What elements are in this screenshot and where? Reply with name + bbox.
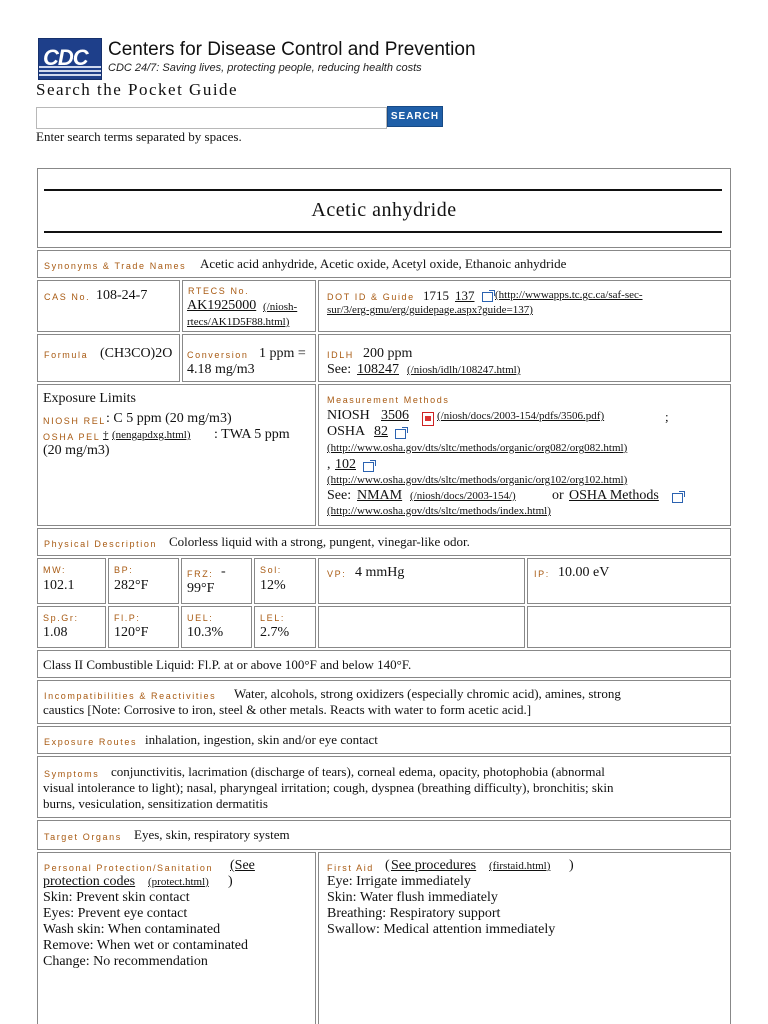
frz-cell: [181, 558, 252, 604]
chemical-title-box: [37, 168, 731, 248]
ppe-line: Eyes: Prevent eye contact: [43, 906, 188, 921]
methods-niosh-url[interactable]: (/niosh/docs/2003-154/pdfs/3506.pdf): [437, 410, 605, 422]
uel-label: UEL:: [187, 613, 214, 623]
synonyms-label: Synonyms & Trade Names: [44, 261, 187, 271]
methods-or: or: [552, 488, 564, 503]
chemical-name: Acetic anhydride: [311, 199, 457, 221]
cas-value: 108-24-7: [96, 288, 148, 303]
first-aid-cell: [318, 852, 731, 1024]
idlh-url[interactable]: (/niosh/idlh/108247.html): [407, 364, 521, 376]
first-aid-see-open: (: [385, 858, 390, 873]
first-aid-line: Breathing: Respiratory support: [327, 906, 501, 921]
cdc-header: [38, 38, 476, 80]
idlh-label: IDLH: [327, 350, 354, 360]
physical-label: Physical Description: [44, 539, 158, 549]
search-title: Search the Pocket Guide: [36, 80, 239, 99]
cas-label: CAS No.: [44, 292, 91, 302]
methods-osha-url-102[interactable]: (http://www.osha.gov/dts/sltc/methods/organic/org102/org102.html): [327, 474, 628, 486]
target-organs-row: [37, 820, 731, 850]
ppe-see-close: ): [228, 874, 233, 889]
external-link-icon: [672, 493, 683, 503]
exposure-routes-row: [37, 726, 731, 754]
osha-methods-url[interactable]: (http://www.osha.gov/dts/sltc/methods/index.html): [327, 505, 551, 517]
search-hint: Enter search terms separated by spaces.: [36, 129, 242, 144]
idlh-cell: [318, 334, 731, 382]
incompat-value-2: caustics [Note: Corrosive to iron, steel & other metals. Reacts with water to form acetic acid.]: [43, 702, 532, 717]
rtecs-url-2[interactable]: rtecs/AK1D5F88.html): [187, 316, 290, 328]
symptoms-row: [37, 756, 731, 818]
ip-cell: [527, 558, 731, 604]
routes-value: inhalation, ingestion, skin and/or eye contact: [145, 732, 378, 747]
methods-comma: ,: [327, 457, 331, 472]
methods-niosh-link[interactable]: 3506: [381, 408, 409, 423]
synonyms-value: Acetic acid anhydride, Acetic oxide, Acetyl oxide, Ethanoic anhydride: [200, 256, 567, 271]
conversion-cell: [182, 334, 316, 382]
routes-label: Exposure Routes: [44, 737, 138, 747]
first-aid-line: Eye: Irrigate immediately: [327, 874, 471, 889]
vp-value: 4 mmHg: [355, 565, 405, 580]
osha-pel-value: : TWA 5 ppm: [214, 427, 290, 442]
cas-cell: [37, 280, 180, 332]
idlh-see: See:: [327, 362, 352, 377]
dot-url-1[interactable]: (http://wwwapps.tc.gc.ca/saf-sec-: [495, 289, 643, 301]
lel-value: 2.7%: [260, 625, 290, 640]
ppe-url[interactable]: (protect.html): [148, 876, 209, 888]
idlh-value: 200 ppm: [363, 346, 413, 361]
dot-url-2[interactable]: sur/3/erg-gmu/erg/guidepage.aspx?guide=137): [327, 304, 533, 316]
rtecs-label: RTECS No.: [188, 286, 250, 296]
measurement-methods-cell: [318, 384, 731, 526]
first-aid-line: Swallow: Medical attention immediately: [327, 922, 556, 937]
dot-cell: [318, 280, 731, 332]
ip-label: IP:: [534, 569, 550, 579]
osha-pel-label: OSHA PEL: [43, 432, 101, 442]
external-link-icon: [363, 462, 374, 472]
frz-label: FRZ:: [187, 569, 214, 579]
spgr-cell: [37, 606, 106, 648]
ppe-line: Wash skin: When contaminated: [43, 922, 221, 937]
synonyms-row: [37, 250, 731, 278]
spgr-label: Sp.Gr:: [43, 613, 79, 623]
dot-id: 1715: [423, 288, 449, 303]
mw-label: MW:: [43, 565, 67, 575]
methods-osha-link-82[interactable]: 82: [374, 424, 388, 439]
conversion-value-2: 4.18 mg/m3: [187, 362, 255, 377]
empty-cell: [318, 606, 525, 648]
methods-osha-url-82[interactable]: (http://www.osha.gov/dts/sltc/methods/organic/org082/org082.html): [327, 442, 628, 454]
first-aid-url[interactable]: (firstaid.html): [489, 860, 551, 872]
rtecs-cell: [182, 280, 316, 332]
nmam-url[interactable]: (/niosh/docs/2003-154/): [410, 490, 516, 502]
exposure-title: Exposure Limits: [43, 391, 136, 406]
ppe-protection-codes-link[interactable]: protection codes: [43, 874, 136, 889]
formula-value: (CH3CO)2O: [100, 346, 173, 361]
rtecs-link[interactable]: AK1925000: [187, 298, 257, 313]
ip-value: 10.00 eV: [558, 565, 610, 580]
dot-guide-link[interactable]: 137: [455, 288, 475, 303]
bp-label: BP:: [114, 565, 134, 575]
nmam-link[interactable]: NMAM: [357, 488, 403, 503]
search-button[interactable]: SEARCH: [387, 106, 443, 127]
dot-label: DOT ID & Guide: [327, 292, 415, 302]
symptoms-value-2: visual intolerance to light); nasal, pharyngeal irritation; cough, dyspnea (breathing difficulty), bronchitis; skin: [43, 780, 614, 795]
osha-pel-value-2: (20 mg/m3): [43, 443, 110, 458]
first-aid-procedures-link[interactable]: See procedures: [391, 858, 477, 873]
osha-pel-dagger[interactable]: †: [103, 429, 109, 441]
methods-see: See:: [327, 488, 352, 503]
first-aid-see-close: ): [569, 858, 574, 873]
exposure-limits-cell: [37, 384, 316, 526]
flp-cell: [108, 606, 179, 648]
ppe-label: Personal Protection/Sanitation: [44, 863, 214, 873]
mw-value: 102.1: [43, 578, 75, 593]
formula-cell: [37, 334, 180, 382]
niosh-rel-value: : C 5 ppm (20 mg/m3): [106, 411, 232, 426]
formula-label: Formula: [44, 350, 89, 360]
conversion-value-1: 1 ppm =: [259, 346, 306, 361]
bp-cell: [108, 558, 179, 604]
methods-sep: ;: [665, 409, 669, 424]
flp-value: 120°F: [114, 625, 149, 640]
methods-osha-link-102[interactable]: 102: [335, 457, 356, 472]
uel-value: 10.3%: [187, 625, 224, 640]
osha-pel-url[interactable]: (nengapdxg.html): [112, 429, 191, 441]
physical-value: Colorless liquid with a strong, pungent, vinegar-like odor.: [169, 534, 470, 549]
incompat-label: Incompatibilities & Reactivities: [44, 691, 217, 701]
vp-cell: [318, 558, 525, 604]
org-name: Centers for Disease Control and Prevention: [108, 39, 476, 60]
niosh-rel-label: NIOSH REL: [43, 416, 106, 426]
empty-cell: [527, 606, 731, 648]
class-row: [37, 650, 731, 678]
lel-cell: [254, 606, 316, 648]
methods-label: Measurement Methods: [327, 395, 450, 405]
mw-cell: [37, 558, 106, 604]
flp-label: Fl.P:: [114, 613, 141, 623]
first-aid-line: Skin: Water flush immediately: [327, 890, 498, 905]
ppe-line: Remove: When wet or contaminated: [43, 938, 249, 953]
ppe-line: Skin: Prevent skin contact: [43, 890, 190, 905]
conversion-label: Conversion: [187, 350, 249, 360]
vp-label: VP:: [327, 569, 347, 579]
symptoms-value-3: burns, vesiculation, sensitization dermatitis: [43, 796, 268, 811]
ppe-line: Change: No recommendation: [43, 954, 208, 969]
external-link-icon: [395, 429, 406, 439]
physical-description-row: [37, 528, 731, 556]
pdf-icon: [422, 412, 434, 426]
org-tagline: CDC 24/7: Saving lives, protecting people, reducing health costs: [108, 62, 422, 74]
external-link-icon: [482, 292, 493, 302]
methods-niosh-prefix: NIOSH: [327, 408, 370, 423]
symptoms-value-1: conjunctivitis, lacrimation (discharge of tears), corneal edema, opacity, photophobia (abnormal: [111, 764, 605, 779]
class-value: Class II Combustible Liquid: Fl.P. at or above 100°F and below 140°F.: [43, 657, 412, 672]
search-input[interactable]: [36, 107, 387, 129]
incompatibilities-row: [37, 680, 731, 724]
frz-value-1: -: [221, 564, 226, 579]
frz-value-2: 99°F: [187, 581, 215, 596]
bp-value: 282°F: [114, 578, 149, 593]
symptoms-label: Symptoms: [44, 769, 100, 779]
idlh-link[interactable]: 108247: [357, 362, 399, 377]
sol-label: Sol:: [260, 565, 282, 575]
sol-cell: [254, 558, 316, 604]
first-aid-label: First Aid: [327, 863, 374, 873]
lel-label: LEL:: [260, 613, 285, 623]
ppe-see-open[interactable]: (See: [230, 858, 255, 873]
incompat-value-1: Water, alcohols, strong oxidizers (especially chromic acid), amines, strong: [234, 686, 621, 701]
spgr-value: 1.08: [43, 625, 68, 640]
rtecs-url-1[interactable]: (/niosh-: [263, 301, 298, 313]
methods-osha-prefix: OSHA: [327, 424, 366, 439]
sol-value: 12%: [260, 578, 286, 593]
target-value: Eyes, skin, respiratory system: [134, 827, 290, 842]
personal-protection-cell: [37, 852, 316, 1024]
uel-cell: [181, 606, 252, 648]
osha-methods-link[interactable]: OSHA Methods: [569, 488, 659, 503]
cdc-logo[interactable]: CDC: [38, 38, 102, 80]
target-label: Target Organs: [44, 832, 122, 842]
